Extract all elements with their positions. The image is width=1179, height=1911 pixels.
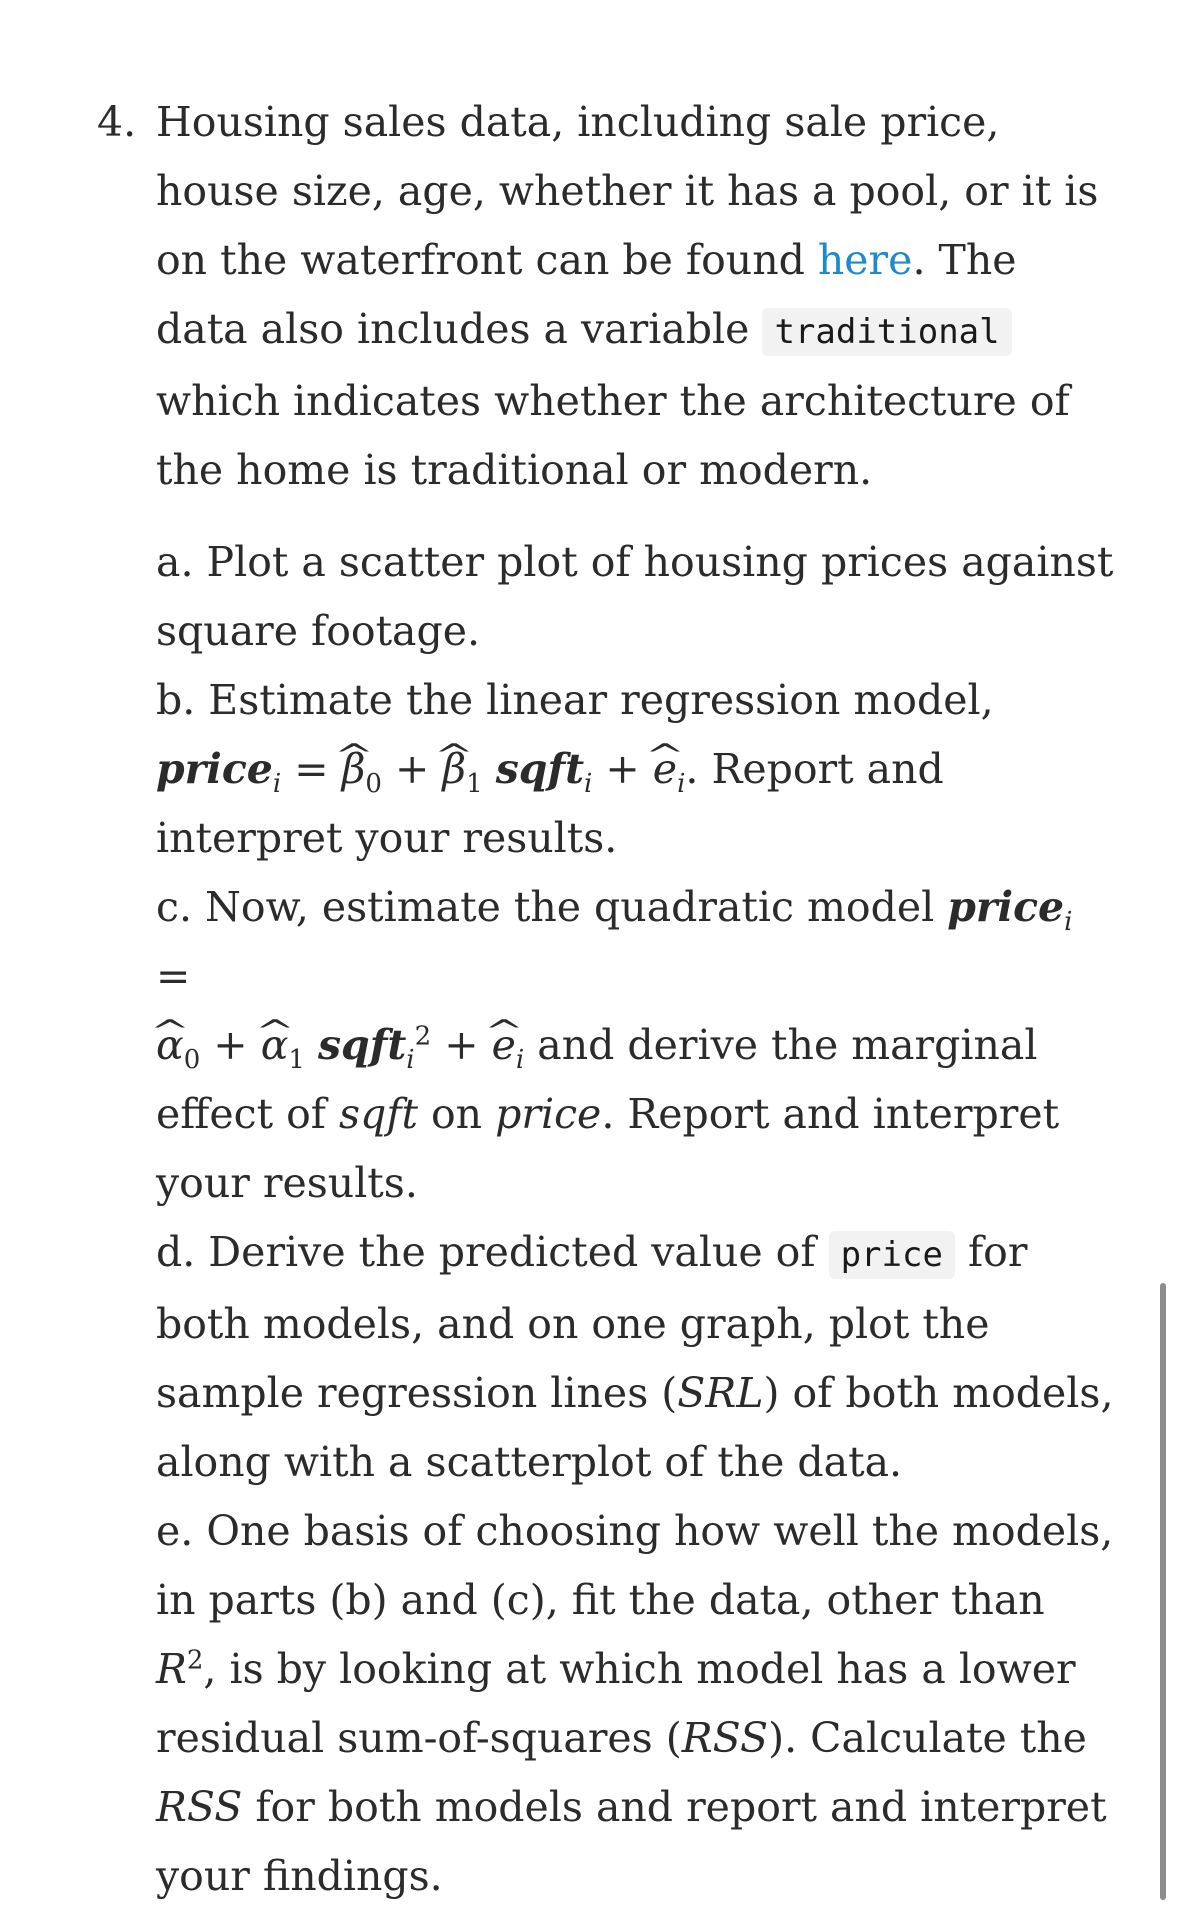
part-a: a. Plot a scatter plot of housing prices against square footage. — [156, 538, 1114, 655]
part-c-text-4: . Report and interpret your results. — [156, 1090, 1060, 1207]
intro-text-1: Housing sales data, including sale price, house size, age, whether it has a pool, or it is on the waterfront can be found — [156, 98, 1099, 284]
part-b — [156, 666, 1116, 873]
part-d-text-2: for both models, and on one graph, plot the sample regression lines — [156, 1228, 1028, 1417]
part-b-text-2: . Report and interpret your results. — [156, 745, 944, 862]
math-sqft: sqft — [339, 1090, 418, 1138]
part-c — [156, 873, 1116, 1218]
part-d-text-1: d. Derive the predicted value of — [156, 1228, 829, 1276]
math-price: price — [495, 1090, 602, 1138]
part-c-text-2: and derive the marginal effect of — [156, 1021, 1038, 1138]
code-price: price — [829, 1231, 955, 1279]
math-rss-2: RSS — [156, 1783, 243, 1831]
quadratic-model-lhs: price$_i$ = — [156, 883, 1073, 1000]
part-e: e. One basis of choosing how well the models, in parts (b) and (c), fit the data, other than $R^2$, is by looking at which model has a lower residual sum-of-squares (RSS). Calculate the RSS for both models and report and interpret your findings. — [156, 1507, 1114, 1900]
intro-text-3: which indicates whether the architecture of the home is traditional or modern. — [156, 377, 1070, 494]
math-rss: RSS — [681, 1714, 769, 1762]
part-d-text-3: of both models, along with a scatterplot of the data. — [156, 1369, 1114, 1486]
math-srl: SRL — [677, 1369, 764, 1417]
part-c-text-3: on — [417, 1090, 496, 1138]
data-link[interactable]: here — [817, 236, 913, 284]
question-number: 4. — [97, 98, 137, 146]
part-c-text-1: c. Now, estimate the quadratic model — [156, 883, 935, 931]
part-e-text-4: for both models and report and interpret your findings. — [156, 1783, 1107, 1900]
part-b-text-1: b. Estimate the linear regression model, — [156, 676, 994, 724]
linear-model-equation: price$_i$ = ^ $\beta_0$ + ^ $\beta_1$ sqft$_i$ + ^ $e_i$ — [156, 745, 685, 793]
part-d: d. Derive the predicted value of price for both models, and on one graph, plot the sample regression lines (SRL) of both models, along with a scatterplot of the data. — [156, 1228, 1114, 1486]
part-e-text-3: . Calculate the — [784, 1714, 1087, 1762]
intro-text-2: . The data also includes a variable — [156, 236, 1017, 353]
question-intro — [156, 88, 1116, 505]
question-parts — [156, 528, 1116, 1911]
math-r-squared: $R^2$ — [156, 1645, 204, 1693]
scrollbar[interactable] — [1160, 1283, 1166, 1900]
quadratic-model-rhs: ^ $\alpha_0$ + ^ $\alpha_1$ sqft$_i^2$ + ^ $e_i$ — [156, 1021, 524, 1069]
part-e-text-1: e. One basis of choosing how well the models, in parts (b) and (c), fit the data, other than — [156, 1507, 1114, 1624]
part-e-text-2: , is by looking at which model has a lower residual sum-of-squares — [156, 1645, 1076, 1762]
code-traditional: traditional — [762, 308, 1011, 356]
